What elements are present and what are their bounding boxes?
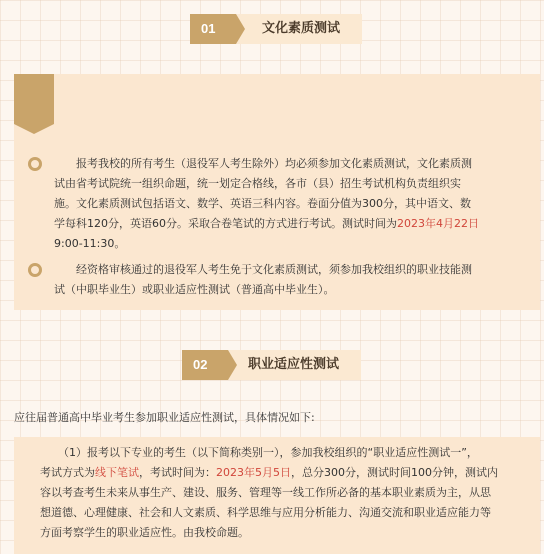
paragraph — [40, 443, 532, 543]
section-2-intro: 应往届普通高中毕业考生参加职业适应性测试，具体情况如下: — [14, 411, 315, 424]
text-line: 试由省考试院统一组织命题，统一划定合格线，各市（县）招生考试机构负责组织实 — [54, 177, 461, 190]
test-date: 2023年4月22日 — [397, 217, 479, 230]
text-line: 9:00-11:30。 — [54, 237, 126, 250]
text-line: （1）报考以下专业的考生（以下简称类别一），参加我校组织的“职业适应性测试一”， — [58, 446, 478, 459]
section-2-title: 职业适应性测试 — [228, 350, 361, 380]
text-line: 方面考察学生的职业适应性。由我校命题。 — [40, 526, 249, 539]
circle-bullet-icon — [28, 263, 42, 277]
text-line — [40, 463, 532, 483]
text-segment: ，考试时间为： — [139, 466, 216, 479]
exam-date: 2023年5月5日 — [216, 466, 291, 479]
text-line: 试（中职毕业生）或职业适应性测试（普通高中毕业生）。 — [54, 283, 335, 296]
exam-mode: 线下笔试 — [95, 466, 139, 479]
text-segment: 学每科120分，英语60分。采取合卷笔试的方式进行考试。测试时间为 — [54, 217, 397, 230]
section-1-title: 文化素质测试 — [236, 14, 362, 44]
circle-bullet-icon — [28, 157, 42, 171]
section-1-number: 01 — [190, 14, 236, 44]
section-2-number: 02 — [182, 350, 228, 380]
section-2-header — [182, 350, 361, 380]
text-line: 报考我校的所有考生（退役军人考生除外）均必须参加文化素质测试，文化素质测 — [76, 157, 472, 170]
text-line — [54, 214, 534, 234]
text-segment: ，总分300分，测试时间100分钟，测试内 — [291, 466, 498, 479]
paragraph — [54, 260, 534, 300]
section-1-card — [14, 74, 540, 310]
paragraph — [54, 154, 534, 254]
text-segment: 考试方式为 — [40, 466, 95, 479]
text-line: 经资格审核通过的退役军人考生免于文化素质测试，须参加我校组织的职业技能测 — [76, 263, 472, 276]
section-2-card — [14, 437, 540, 554]
text-line: 施。文化素质测试包括语文、数学、英语三科内容。卷面分值为300分，其中语文、数 — [54, 197, 471, 210]
text-line: 想道德、心理健康、社会和人文素质、科学思维与应用分析能力、沟通交流和职业适应能力等 — [40, 506, 491, 519]
section-1-header — [190, 14, 362, 44]
bookmark-ribbon-icon — [14, 74, 54, 124]
text-line: 容以考查考生未来从事生产、建设、服务、管理等一线工作所必备的基本职业素质为主，从思 — [40, 486, 491, 499]
